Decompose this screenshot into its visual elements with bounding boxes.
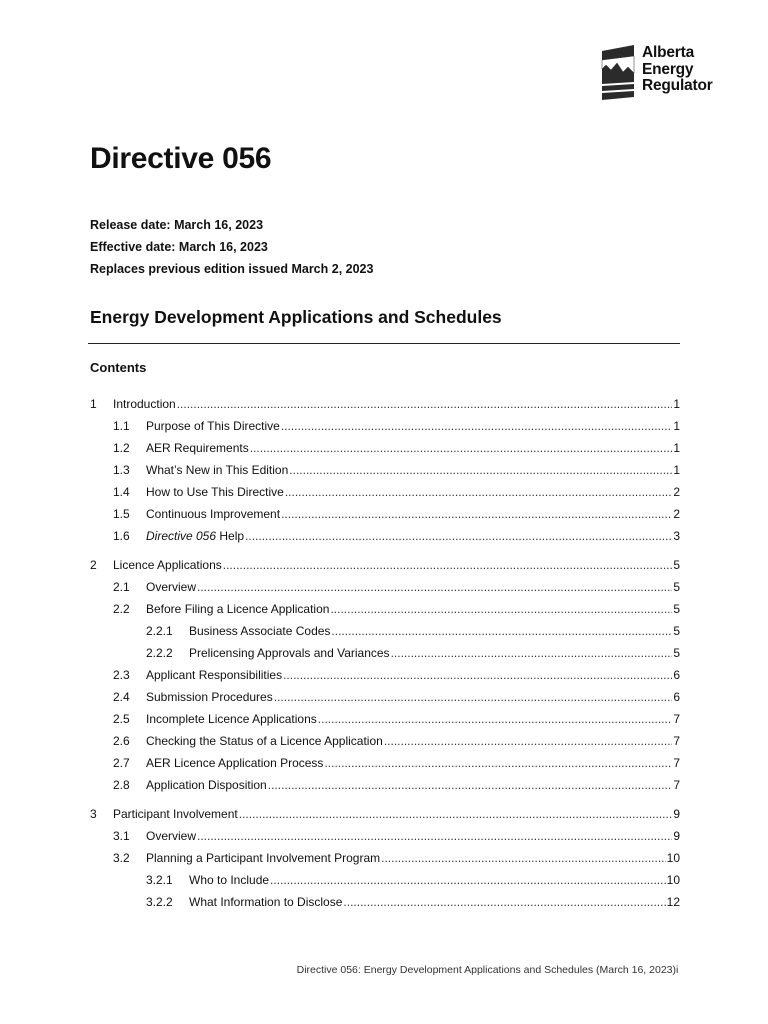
toc-entry-1[interactable] (90, 393, 680, 415)
toc-leader (318, 708, 673, 730)
toc-entry-1-3[interactable] (90, 459, 680, 481)
toc-page: 6 (673, 690, 680, 704)
toc-page: 7 (673, 756, 680, 770)
toc-page: 5 (673, 580, 680, 594)
toc-label: What’s New in This Edition (146, 463, 289, 477)
toc-page: 5 (673, 602, 680, 616)
divider-line (88, 343, 680, 344)
toc-leader (177, 393, 673, 415)
toc-page: 12 (666, 895, 680, 909)
toc-leader (283, 664, 672, 686)
toc-label: AER Requirements (146, 441, 249, 455)
document-title: Directive 056 (90, 142, 272, 175)
toc-leader (330, 598, 672, 620)
logo-wordmark (642, 45, 713, 95)
toc-leader (384, 730, 672, 752)
toc-label: Who to Include (189, 873, 270, 887)
toc-entry-3-1[interactable] (90, 825, 680, 847)
toc-number: 1 (90, 397, 97, 411)
toc-leader (289, 459, 672, 481)
toc-page: 9 (673, 807, 680, 821)
toc-label: Overview (146, 829, 197, 843)
toc-entry-1-1[interactable] (90, 415, 680, 437)
toc-label: Prelicensing Approvals and Variances (189, 646, 390, 660)
toc-entry-2-1[interactable] (90, 576, 680, 598)
toc-leader (245, 525, 672, 547)
toc-leader (250, 437, 673, 459)
toc-label-italic: Directive 056 (146, 529, 217, 543)
toc-leader (281, 415, 672, 437)
toc-page: 5 (673, 646, 680, 660)
toc-leader (223, 554, 673, 576)
toc-page: 9 (673, 829, 680, 843)
toc-page: 1 (673, 463, 680, 477)
toc-entry-2-2[interactable] (90, 598, 680, 620)
toc-leader (343, 891, 665, 913)
toc-page: 2 (673, 507, 680, 521)
toc-entry-3[interactable] (90, 803, 680, 825)
toc-number: 1.4 (113, 485, 130, 499)
toc-label: Checking the Status of a Licence Application (146, 734, 383, 748)
toc-page: 10 (666, 873, 680, 887)
toc-number: 1.1 (113, 419, 130, 433)
toc-label: Licence Applications (113, 558, 222, 572)
toc-label: What Information to Disclose (189, 895, 343, 909)
toc-page: 6 (673, 668, 680, 682)
toc-leader (285, 481, 672, 503)
toc-number: 1.2 (113, 441, 130, 455)
toc-leader (281, 503, 672, 525)
toc-number: 3.1 (113, 829, 130, 843)
toc-number: 2.2 (113, 602, 130, 616)
toc-label: Introduction (113, 397, 176, 411)
toc-number: 3.2.2 (146, 895, 173, 909)
page-number: i (676, 964, 679, 976)
toc-number: 2.1 (113, 580, 130, 594)
toc-page: 3 (673, 529, 680, 543)
table-of-contents (90, 393, 680, 913)
toc-entry-2-4[interactable] (90, 686, 680, 708)
document-subtitle: Energy Development Applications and Schedules (90, 307, 502, 327)
aer-mountain-emblem-icon (600, 44, 636, 100)
release-date: Release date: March 16, 2023 (90, 218, 264, 232)
toc-page: 7 (673, 712, 680, 726)
toc-number: 2.8 (113, 778, 130, 792)
toc-label-rest: Help (216, 529, 245, 543)
toc-leader (274, 686, 673, 708)
toc-label: How to Use This Directive (146, 485, 284, 499)
logo-line-3: Regulator (642, 77, 713, 94)
toc-entry-2-3[interactable] (90, 664, 680, 686)
toc-entry-3-2-2[interactable] (90, 891, 680, 913)
toc-number: 3 (90, 807, 97, 821)
toc-label: Incomplete Licence Applications (146, 712, 317, 726)
toc-entry-2-8[interactable] (90, 774, 680, 796)
toc-entry-2-7[interactable] (90, 752, 680, 774)
release-info (90, 214, 373, 280)
toc-entry-3-2-1[interactable] (90, 869, 680, 891)
toc-label: Submission Procedures (146, 690, 273, 704)
toc-label: Continuous Improvement (146, 507, 281, 521)
toc-number: 2.2.2 (146, 646, 173, 660)
toc-label: Before Filing a Licence Application (146, 602, 330, 616)
contents-heading: Contents (90, 360, 147, 375)
toc-leader (331, 620, 672, 642)
toc-entry-2-2-1[interactable] (90, 620, 680, 642)
toc-page: 7 (673, 778, 680, 792)
toc-number: 3.2 (113, 851, 130, 865)
toc-entry-1-5[interactable] (90, 503, 680, 525)
toc-leader (197, 825, 672, 847)
toc-leader (324, 752, 672, 774)
toc-page: 10 (666, 851, 680, 865)
toc-entry-2-5[interactable] (90, 708, 680, 730)
toc-number: 1.5 (113, 507, 130, 521)
toc-number: 1.3 (113, 463, 130, 477)
toc-leader (197, 576, 672, 598)
toc-entry-1-6[interactable] (90, 525, 680, 547)
toc-number: 2.2.1 (146, 624, 173, 638)
toc-entry-1-2[interactable] (90, 437, 680, 459)
toc-label: Planning a Participant Involvement Program (146, 851, 381, 865)
page-footer: Directive 056: Energy Development Applications and Schedules (March 16, 2023) (296, 964, 676, 976)
toc-leader (268, 774, 673, 796)
toc-page: 2 (673, 485, 680, 499)
toc-number: 2.6 (113, 734, 130, 748)
toc-label: Purpose of This Directive (146, 419, 280, 433)
logo-line-2: Energy (642, 60, 694, 78)
toc-label: AER Licence Application Process (146, 756, 324, 770)
toc-label: Application Disposition (146, 778, 267, 792)
toc-number: 2.4 (113, 690, 130, 704)
toc-number: 2 (90, 558, 97, 572)
toc-leader (391, 642, 673, 664)
toc-number: 3.2.1 (146, 873, 173, 887)
toc-entry-2-2-2[interactable] (90, 642, 680, 664)
toc-label: Overview (146, 580, 197, 594)
toc-page: 7 (673, 734, 680, 748)
toc-entry-3-2[interactable] (90, 847, 680, 869)
toc-entry-1-4[interactable] (90, 481, 680, 503)
toc-number: 2.7 (113, 756, 130, 770)
toc-page: 5 (673, 624, 680, 638)
toc-label: Participant Involvement (113, 807, 238, 821)
toc-page: 1 (673, 397, 680, 411)
toc-number: 2.3 (113, 668, 130, 682)
toc-leader (239, 803, 673, 825)
toc-leader (381, 847, 666, 869)
toc-leader (270, 869, 666, 891)
toc-entry-2[interactable] (90, 554, 680, 576)
toc-label: Applicant Responsibilities (146, 668, 283, 682)
toc-label (146, 525, 244, 547)
logo-line-1: Alberta (642, 44, 695, 61)
toc-page: 5 (673, 558, 680, 572)
toc-number: 1.6 (113, 529, 130, 543)
toc-page: 1 (673, 419, 680, 433)
replaces-edition: Replaces previous edition issued March 2, 2023 (90, 262, 374, 276)
toc-number: 2.5 (113, 712, 130, 726)
toc-entry-2-6[interactable] (90, 730, 680, 752)
toc-page: 1 (673, 441, 680, 455)
aer-logo (600, 44, 713, 100)
effective-date: Effective date: March 16, 2023 (90, 240, 268, 254)
toc-label: Business Associate Codes (189, 624, 331, 638)
